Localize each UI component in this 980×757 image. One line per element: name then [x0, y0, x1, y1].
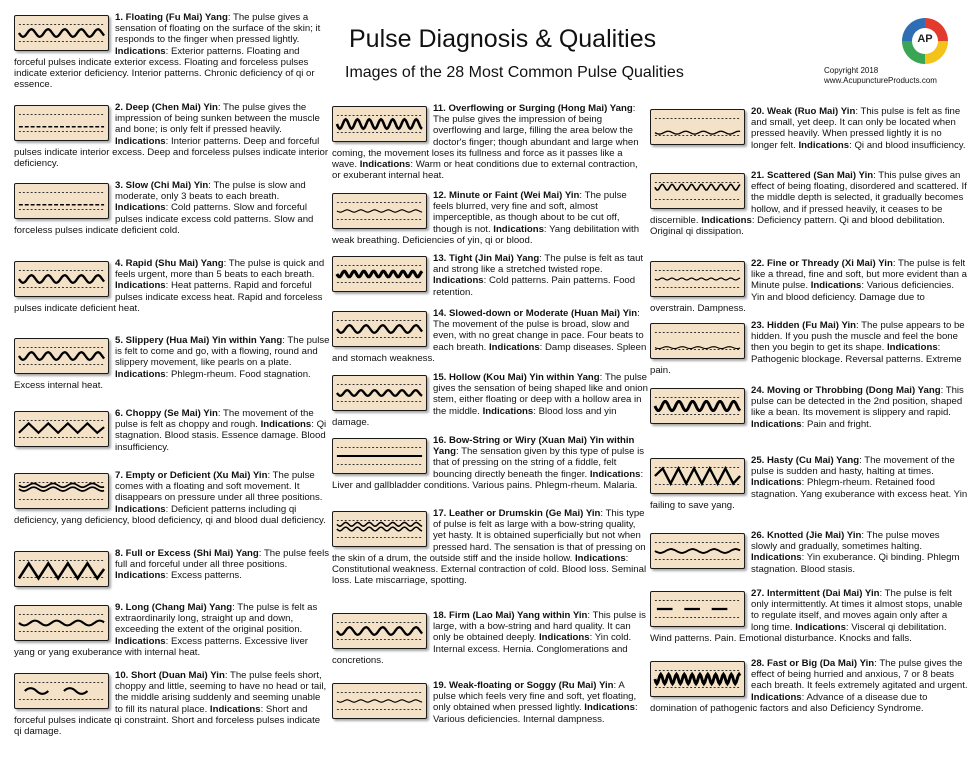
- pulse-title: 22. Fine or Thready (Xi Mai) Yin: [751, 258, 893, 269]
- pulse-title: 15. Hollow (Kou Mai) Yin within Yang: [433, 372, 600, 383]
- indications-label: Indications: [115, 135, 166, 147]
- indications-label: Indications: [209, 703, 261, 715]
- indications-label: Indications: [538, 632, 590, 644]
- indications-text: : Deficient patterns including qi deficiency, yang deficiency, blood deficiency, qi and blood dual deficiency.: [14, 503, 326, 526]
- pulse-waveform-icon: [650, 173, 745, 209]
- pulse-entry-19: [332, 680, 648, 725]
- pulse-waveform-icon: [332, 375, 427, 411]
- pulse-title: 23. Hidden (Fu Mai) Yin: [751, 320, 857, 331]
- pulse-entry-7: [14, 470, 330, 526]
- pulse-title: 2. Deep (Chen Mai) Yin: [115, 102, 218, 113]
- pulse-description: : The pulse appears to be hidden. If you push the muscle and feel the bone then you begin to get its shape.: [751, 320, 965, 354]
- page-subtitle: Images of the 28 Most Common Pulse Qualities: [345, 64, 684, 81]
- pulse-waveform-icon: [650, 533, 745, 569]
- pulse-description: : The pulse feels blurred, very fine and soft, almost imperceptible, as though about to be cut off, though is not.: [433, 190, 627, 235]
- indications-text: : Pain and fright.: [801, 418, 872, 430]
- indications-text: : Various deficiencies. Internal dampness.: [433, 702, 638, 725]
- pulse-description: : The pulse feels short, choppy and little, seeming to have no head or tail, the middle arising suddenly and seeming unable to fill its natural place.: [115, 670, 327, 715]
- pulse-entry-8: [14, 548, 330, 588]
- pulse-waveform-icon: [14, 605, 109, 641]
- pulse-entry-12: [332, 190, 648, 246]
- indications-label: Indications: [584, 702, 635, 714]
- indications-label: Indications: [887, 342, 938, 354]
- pulse-entry-5: [14, 335, 330, 391]
- indications-text: : Phlegm-rheum. Retained food stagnation. Yang exuberance with excess heat. Yin failing to save yang.: [650, 477, 968, 511]
- pulse-description: : This pulse is large, with a bow-string and hard quality. It can only be obtained deeply.: [433, 610, 646, 644]
- pulse-entry-17: [332, 508, 648, 586]
- pulse-title: 7. Empty or Deficient (Xu Mai) Yin: [115, 470, 268, 481]
- pulse-waveform-icon: [650, 591, 745, 627]
- pulse-waveform-icon: [332, 193, 427, 229]
- pulse-entry-14: [332, 308, 648, 364]
- indications-label: Indications: [115, 45, 166, 57]
- indications-text: : Advance of a disease due to domination of pathogenic factors and also Deficiency Syndrome.: [650, 691, 928, 714]
- page-title: Pulse Diagnosis & Qualities: [349, 25, 657, 53]
- pulse-entry-10: [14, 670, 330, 737]
- pulse-waveform-icon: [14, 551, 109, 587]
- pulse-waveform-icon: [332, 256, 427, 292]
- pulse-description: : The pulse is quick and feels urgent, more than 5 beats to each breath.: [115, 258, 325, 281]
- pulse-waveform-icon: [650, 458, 745, 494]
- indications-label: Indications: [115, 570, 166, 582]
- pulse-waveform-icon: [650, 388, 745, 424]
- pulse-waveform-icon: [14, 673, 109, 709]
- pulse-description: : The pulse is felt as taut and strong like a stretched twisted rope.: [433, 253, 644, 276]
- pulse-waveform-icon: [14, 15, 109, 51]
- pulse-title: 9. Long (Chang Mai) Yang: [115, 602, 233, 613]
- pulse-title: 19. Weak-floating or Soggy (Ru Mai) Yin: [433, 680, 614, 691]
- indications-label: Indications: [798, 139, 850, 151]
- pulse-description: : The pulse gives the effect of being hurried and anxious, 7 or 8 beats each breath. It feels extremely agitated and urgent.: [751, 658, 968, 692]
- pulse-entry-9: [14, 602, 330, 658]
- indications-label: Indications: [115, 202, 166, 214]
- pulse-title: 14. Slowed-down or Moderate (Huan Mai) Yin: [433, 308, 638, 319]
- pulse-description: : The pulse is felt only intermittently. At times it almost stops, unable to regulate itself, and moves again only after a long time.: [751, 588, 963, 633]
- pulse-title: 12. Minute or Faint (Wei Mai) Yin: [433, 190, 580, 201]
- pulse-entry-4: [14, 258, 330, 314]
- pulse-description: : The pulse is slow and moderate, only 3 beats to each breath.: [115, 180, 306, 203]
- pulse-entry-15: [332, 372, 648, 428]
- pulse-description: : The pulse moves slowly and gradually, sometimes halting.: [751, 530, 940, 553]
- pulse-description: : The pulse gives the impression of being overflowing and large, filling the area below the doctor's finger; though abundant and large when coming, the movement loses its fullness and force as it passes like a wave.: [332, 103, 639, 171]
- pulse-waveform-icon: [14, 338, 109, 374]
- pulse-description: : The pulse gives the impression of being sunken between the muscle and bone; is only felt if pressed heavily.: [115, 102, 320, 136]
- indications-text: : Qi and blood insufficiency.: [849, 139, 966, 151]
- pulse-title: 4. Rapid (Shu Mai) Yang: [115, 258, 224, 269]
- pulse-title: 10. Short (Duan Mai) Yin: [115, 670, 225, 681]
- indications-text: : Heat patterns. Rapid and forceful pulses indicate excess heat. Rapid and forceless pulses indicate deficient heat.: [14, 280, 323, 314]
- indications-text: : Visceral qi debilitation. Wind patterns. Pain. Emotional disturbance. Knocks and falls.: [650, 621, 947, 644]
- pulse-waveform-icon: [650, 109, 745, 145]
- pulse-description: : The pulse is felt like a thread, fine and soft, but more evident than a Minute pulse.: [751, 258, 967, 292]
- indications-label: Indications: [115, 280, 166, 292]
- indications-label: Indications: [115, 503, 166, 515]
- indications-label: Indications: [810, 280, 862, 292]
- indications-text: : Deficiency pattern. Qi and blood debilitation. Original qi dissipation.: [650, 214, 945, 238]
- indications-label: Indications: [701, 214, 752, 226]
- pulse-title: 13. Tight (Jin Mai) Yang: [433, 253, 540, 264]
- pulse-waveform-icon: [650, 323, 745, 359]
- pulse-description: : The sensation given by this type of pulse is that of pressing on the string of a fiddle, felt bouncing directly beneath the finger.: [433, 446, 645, 480]
- pulse-title: 6. Choppy (Se Mai) Yin: [115, 408, 218, 419]
- pulse-title: 21. Scattered (San Mai) Yin: [751, 170, 874, 181]
- pulse-entry-20: [650, 106, 968, 151]
- pulse-description: : The movement of the pulse is broad, slow and even, with no great change in pace. Four beats to each breath.: [433, 308, 644, 353]
- indications-text: : Various deficiencies. Yin and blood deficiency. Damage due to overstrain. Dampness.: [650, 280, 954, 314]
- pulse-entry-25: [650, 455, 968, 511]
- pulse-waveform-icon: [332, 511, 427, 547]
- indications-label: Indications: [589, 468, 641, 480]
- pulse-entry-1: [14, 12, 330, 90]
- indications-label: Indications: [482, 405, 534, 417]
- indications-text: : Short and forceful pulses indicate qi constraint. Short and forceless pulses indicate qi damage.: [14, 703, 321, 738]
- pulse-waveform-icon: [14, 411, 109, 447]
- pulse-description: : This pulse can be detected in the 2nd position, shaped like a bean. Its movement is slippery and rapid.: [751, 385, 964, 419]
- pulse-entry-2: [14, 102, 330, 169]
- indications-label: Indications: [489, 341, 540, 353]
- pulse-description: : The pulse comes with a floating and soft movement. It disappears on pressure under all three positions.: [115, 470, 323, 504]
- pulse-title: 25. Hasty (Cu Mai) Yang: [751, 455, 860, 466]
- pulse-description: : The pulse feels full and forceful under all three positions.: [115, 548, 330, 571]
- pulse-entry-23: [650, 320, 968, 376]
- pulse-description: : This pulse is felt as fine and small, yet deep. It can only be located when pressed heavily. When pressed lightly it is no longer felt.: [751, 106, 961, 151]
- copyright-block: [824, 66, 937, 85]
- pulse-waveform-icon: [14, 473, 109, 509]
- indications-text: : Liver and gallbladder conditions. Various pains. Phlegm-rheum. Malaria.: [332, 468, 644, 491]
- indications-text: : Yin cold. Internal excess. Hernia. Conglomerations and concretions.: [332, 632, 632, 666]
- pulse-description: : This type of pulse is felt as large with a bow-string quality, yet hasty. It is obtained superficially but not when pressed hard. The sensation is that of pressing on the skin of a drum, the outside stiff and the inside hollow.: [332, 508, 646, 564]
- pulse-waveform-icon: [14, 183, 109, 219]
- indications-text: : Blood loss and yin damage.: [332, 405, 617, 428]
- pulse-waveform-icon: [14, 261, 109, 297]
- pulse-title: 1. Floating (Fu Mai) Yang: [115, 12, 228, 23]
- pulse-title: 20. Weak (Ruo Mai) Yin: [751, 106, 856, 117]
- indications-label: Indications: [359, 159, 411, 171]
- pulse-entry-22: [650, 258, 968, 314]
- pulse-entry-13: [332, 253, 648, 298]
- indications-label: Indications: [260, 419, 312, 431]
- indications-text: : Damp diseases. Spleen and stomach weakness.: [332, 341, 647, 364]
- pulse-title: 18. Firm (Lao Mai) Yang within Yin: [433, 610, 588, 621]
- indications-text: : Interior patterns. Deep and forceful pulses indicate interior excess. Deep and forceless pulses indicate interior deficiency.: [14, 135, 329, 170]
- indications-text: : Constitutional weakness. External contraction of cold. Blood loss. Seminal loss. Late miscarriage, spotting.: [332, 552, 647, 587]
- pulse-title: 3. Slow (Chi Mai) Yin: [115, 180, 209, 191]
- pulse-title: 5. Slippery (Hua Mai) Yin within Yang: [115, 335, 283, 346]
- pulse-description: : The pulse is felt to come and go, with a flowing, round and slippery movement, like pearls on a plate.: [115, 335, 330, 369]
- indications-label: Indications: [433, 275, 484, 287]
- pulse-entry-18: [332, 610, 648, 666]
- pulse-title: 26. Knotted (Jie Mai) Yin: [751, 530, 862, 541]
- pulse-description: : This pulse gives an effect of being floating, disordered and scattered. If the middle depth is selected, it gradually becomes hollow, and if pressed heavily, it ceases to be discernible.: [650, 170, 967, 226]
- indications-label: Indications: [751, 552, 802, 564]
- pulse-waveform-icon: [332, 613, 427, 649]
- pulse-entry-21: [650, 170, 968, 237]
- indications-text: : Pathogenic blockage. Reversal patterns. Extreme pain.: [650, 342, 962, 376]
- pulse-title: 8. Full or Excess (Shi Mai) Yang: [115, 548, 259, 559]
- pulse-title: 28. Fast or Big (Da Mai) Yin: [751, 658, 875, 669]
- indications-text: : Yang debilitation with weak breathing. Deficiencies of yin, qi or blood.: [332, 223, 640, 246]
- pulse-title: 17. Leather or Drumskin (Ge Mai) Yin: [433, 508, 601, 519]
- indications-text: : Warm or heat conditions due to external contraction, or exuberant internal heat.: [332, 159, 638, 182]
- pulse-waveform-icon: [650, 261, 745, 297]
- pulse-description: : The pulse is felt as extraordinarily long, straight up and down, exceeding the extent of the original position.: [115, 602, 318, 636]
- pulse-description: : The movement of the pulse is felt as choppy and rough.: [115, 408, 314, 431]
- pulse-title: 27. Intermittent (Dai Mai) Yin: [751, 588, 880, 599]
- pulse-waveform-icon: [14, 105, 109, 141]
- indications-text: : Yin exuberance. Qi binding. Phlegm stagnation. Blood stasis.: [751, 552, 960, 575]
- pulse-entry-24: [650, 385, 968, 430]
- indications-label: Indications: [751, 418, 802, 430]
- pulse-entry-11: [332, 103, 648, 181]
- pulse-description: : The pulse gives a sensation of floating on the surface of the skin; it responds to the finger when pressed lightly.: [115, 12, 321, 46]
- pulse-title: 16. Bow-String or Wiry (Xuan Mai) Yin within Yang: [433, 435, 635, 458]
- indications-text: : Excess patterns.: [165, 570, 242, 582]
- indications-label: Indications: [575, 552, 626, 564]
- indications-label: Indications: [115, 635, 166, 647]
- indications-text: : Qi stagnation. Blood stasis. Essence damage. Blood insufficiency.: [115, 419, 327, 453]
- indications-label: Indications: [115, 368, 166, 380]
- pulse-title: 24. Moving or Throbbing (Dong Mai) Yang: [751, 385, 941, 396]
- pulse-entry-6: [14, 408, 330, 453]
- indications-text: : Exterior patterns. Floating and forceful pulses indicate exterior excess. Floating and forceless pulses indicate exterior deficiency. Interior patterns. Chronic deficiency of qi or essence.: [14, 45, 315, 91]
- indications-text: : Cold patterns. Slow and forceful pulses indicate excess cold patterns. Slow and forceless pulses indicate deficient cold.: [14, 202, 314, 236]
- logo-text: AP: [917, 33, 933, 45]
- indications-text: : Phlegm-rheum. Food stagnation. Excess internal heat.: [14, 368, 311, 391]
- pulse-entry-3: [14, 180, 330, 236]
- pulse-entry-16: [332, 435, 648, 491]
- copyright-year: Copyright 2018: [824, 66, 879, 75]
- pulse-entry-26: [650, 530, 968, 575]
- pulse-entry-27: [650, 588, 968, 644]
- indications-text: : Cold patterns. Pain patterns. Food retention.: [433, 275, 636, 298]
- pulse-waveform-icon: [332, 683, 427, 719]
- pulse-waveform-icon: [332, 106, 427, 142]
- pulse-waveform-icon: [332, 438, 427, 474]
- indications-label: Indications: [751, 477, 802, 489]
- indications-label: Indications: [751, 691, 802, 703]
- pulse-description: : The pulse gives the sensation of being shaped like and onion stem, either floating or deep with a hollow area in the middle.: [433, 372, 648, 417]
- pulse-waveform-icon: [332, 311, 427, 347]
- indications-label: Indications: [795, 621, 846, 633]
- copyright-url: www.AcupunctureProducts.com: [824, 75, 937, 85]
- pulse-title: 11. Overflowing or Surging (Hong Mai) Yang: [433, 103, 633, 114]
- pulse-waveform-icon: [650, 661, 745, 697]
- pulse-description: : A pulse which feels very fine and soft, yet floating, only obtained when pressed lightly.: [433, 680, 637, 714]
- pulse-entry-28: [650, 658, 968, 714]
- pulse-description: : The movement of the pulse is sudden and hasty, halting at times.: [751, 455, 955, 478]
- indications-label: Indications: [493, 223, 544, 235]
- indications-text: : Excess patterns. Excessive liver yang or yang exuberance with internal heat.: [14, 635, 308, 658]
